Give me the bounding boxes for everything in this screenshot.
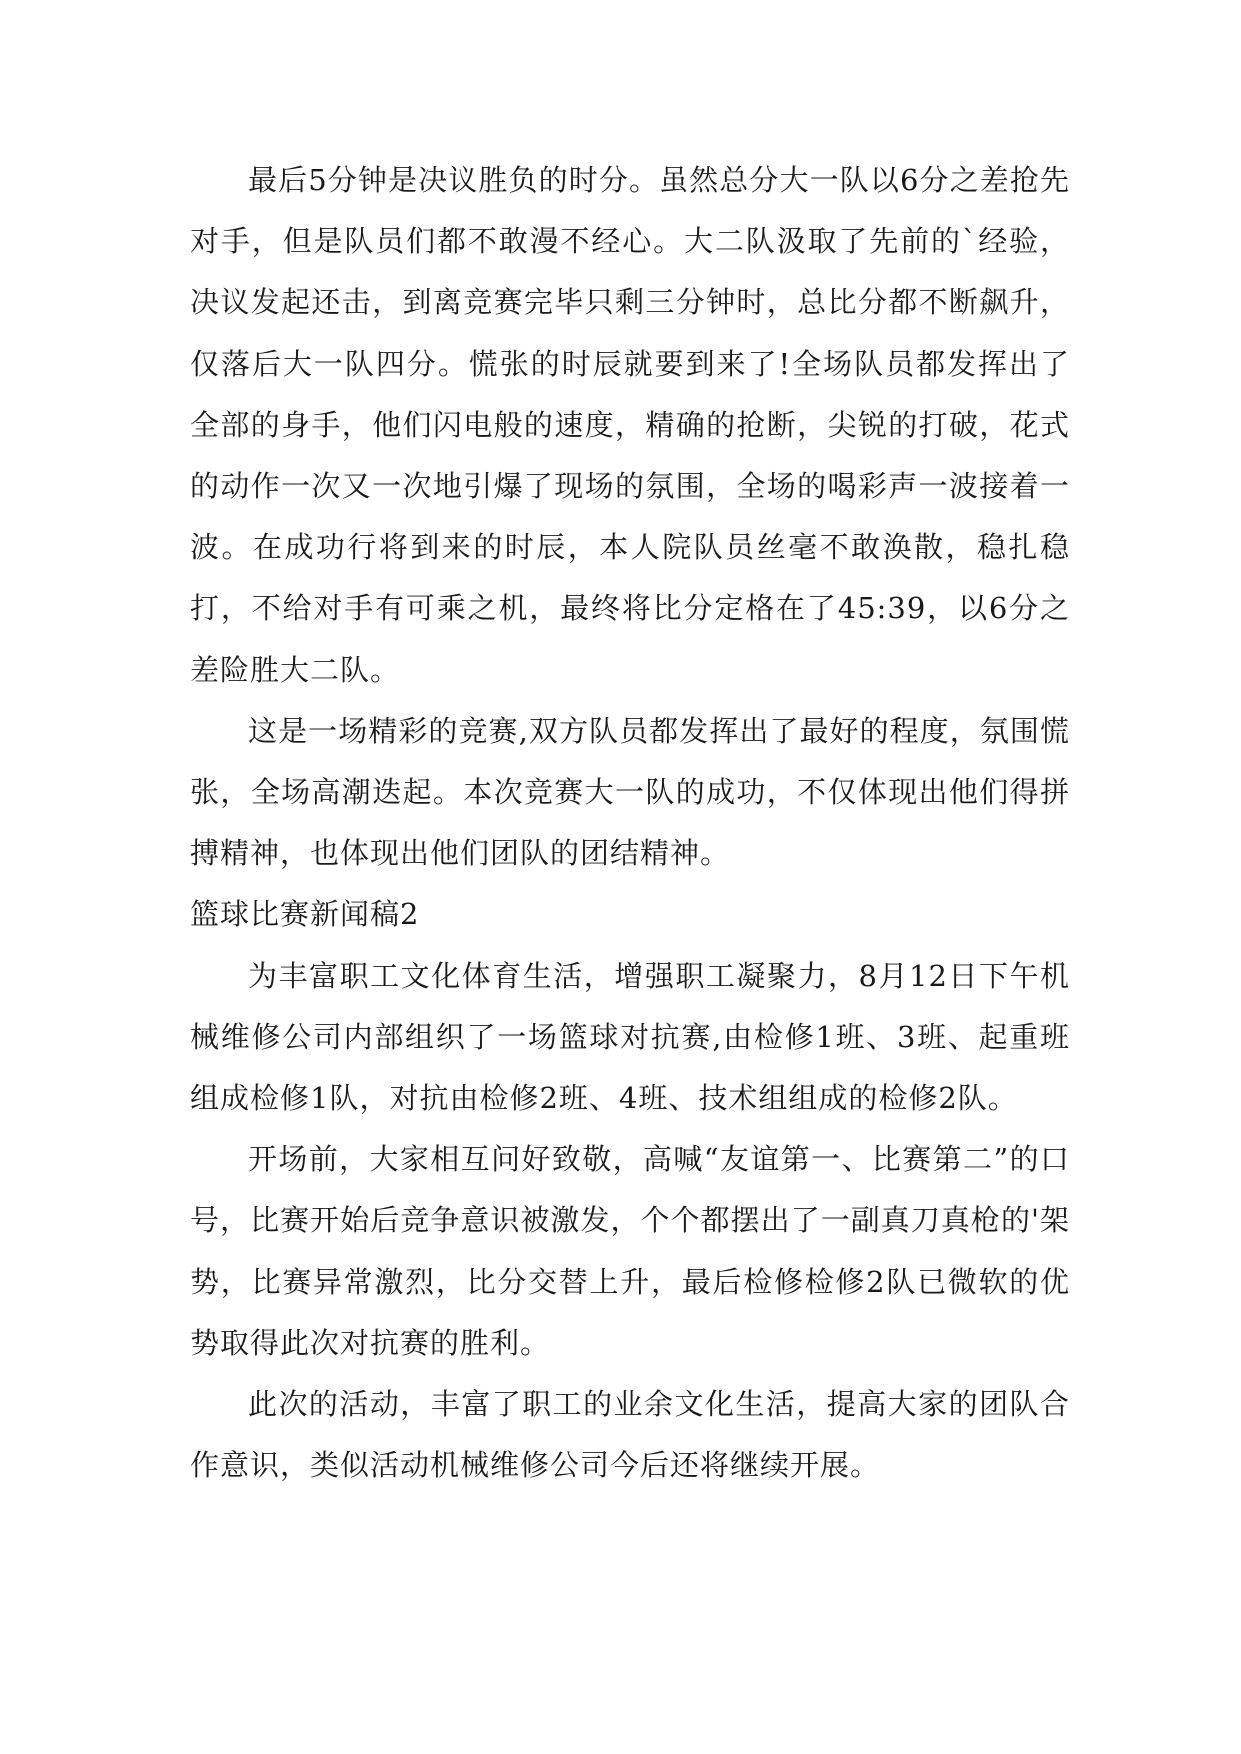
paragraph-event-intro: 为丰富职工文化体育生活，增强职工凝聚力，8月12日下午机械维修公司内部组织了一场篮球对抗赛,由检修1班、3班、起重班组成检修1队，对抗由检修2班、4班、技术组组成的检修2队。	[190, 958, 1070, 1116]
section-heading: 篮球比赛新闻稿2	[190, 897, 420, 932]
paragraph-final-minutes: 最后5分钟是决议胜负的时分。虽然总分大一队以6分之差抢先对手，但是队员们都不敢漫不经心。大二队汲取了先前的`经验，决议发起还击，到离竞赛完毕只剩三分钟时，总比分都不断飙升，仅落后大一队四分。慌张的时辰就要到来了!全场队员都发挥出了全部的身手，他们闪电般的速度，精确的抢断，尖锐的打破，花式的动作一次又一次地引爆了现场的氛围，全场的喝彩声一波接着一波。在成功行将到来的时辰，本人院队员丝毫不敢涣散，稳扎稳打，不给对手有可乘之机，最终将比分定格在了45:39，以6分之差险胜大二队。	[190, 163, 1070, 687]
paragraph-match-progress: 开场前，大家相互问好致敬，高喊“友谊第一、比赛第二”的口号，比赛开始后竞争意识被激发，个个都摆出了一副真刀真枪的'架势，比赛异常激烈，比分交替上升，最后检修检修2队已微软的优势取得此次对抗赛的胜利。	[190, 1142, 1070, 1360]
document-page	[190, 150, 1070, 1496]
paragraph-conclusion: 此次的活动，丰富了职工的业余文化生活，提高大家的团队合作意识，类似活动机械维修公司今后还将继续开展。	[190, 1387, 1070, 1483]
paragraph-match-summary: 这是一场精彩的竞赛,双方队员都发挥出了最好的程度，氛围慌张，全场高潮迭起。本次竞赛大一队的成功，不仅体现出他们得拼搏精神，也体现出他们团队的团结精神。	[190, 713, 1070, 871]
